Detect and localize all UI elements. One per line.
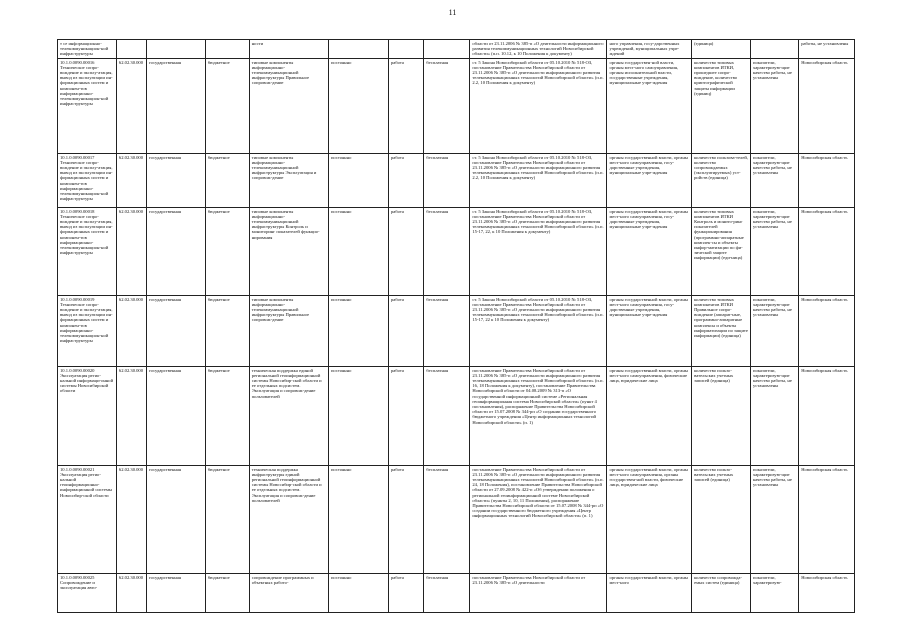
cell-consumers: органы государственной власти, органы мест-ного самоуправления, госу-дарственные учреждения, муниципальные учре-ждения bbox=[607, 207, 692, 295]
cell-service-type: государственная bbox=[146, 295, 205, 366]
cell-frequency: постоянно bbox=[328, 465, 388, 573]
cell-content: сопровождение программных и объектных работо- bbox=[249, 573, 328, 612]
cell-okved: 62.02.30.000 bbox=[116, 207, 146, 295]
cell-volume-indicator: количество пользо-вательских учетных записей (единица) bbox=[692, 366, 751, 465]
cell-payment bbox=[424, 40, 470, 59]
cell-consumers: органы государственной власти, органы мест-ного самоуправления, госу-дарственные учреждения, муниципальные учре-ждения bbox=[607, 153, 692, 207]
cell-territory: Новосибирская область bbox=[799, 573, 855, 612]
cell-territory: Новосибирская область bbox=[799, 295, 855, 366]
cell-institution-type: бюджетное bbox=[205, 58, 249, 153]
table-row bbox=[58, 207, 855, 295]
cell-payment: бесплатная bbox=[424, 207, 470, 295]
cell-okved: 62.02.30.000 bbox=[116, 366, 146, 465]
table-row bbox=[58, 366, 855, 465]
cell-service-type: государственная bbox=[146, 207, 205, 295]
cell-content: типовые компоненты информационно-телекоммуникационной инфраструктуры Правильное сопровож-дение bbox=[249, 58, 328, 153]
cell-code-name: 10.1.0.0090.00020 Эксплуатация регио-нальной информаци-онной системы Новосибирской области bbox=[58, 366, 117, 465]
cell-consumers: органы государственной власти, органы мест-ного bbox=[607, 573, 692, 612]
cell-quality-indicator: показатели, характеризую-щие качество работы, не установлены bbox=[751, 153, 799, 207]
cell-form: работа bbox=[388, 295, 423, 366]
cell-payment: бесплатная bbox=[424, 366, 470, 465]
cell-legal-basis: ст. 5 Закона Новосибирской области от 05.10.2010 № 518-ОЗ, постановление Правительства Новосибирской области от 23.11.2006 № 385-п «О деятельности информационного развития телекоммуникационных технологий Новосибирской области» (п.п. 15-17, 22 к 10 Положения к документу) bbox=[470, 295, 607, 366]
cell-code-name: т се информационно-телекоммуникацион-ной инфраструктуры bbox=[58, 40, 117, 59]
cell-frequency: постоянно bbox=[328, 573, 388, 612]
cell-territory: Новосибирская область bbox=[799, 207, 855, 295]
cell-volume-indicator: количество пользо-вательских учетных записей (единица) bbox=[692, 465, 751, 573]
cell-legal-basis: постановление Правительства Новосибирской области от 23.11.2006 № 385-п «О деятельности информационного развития телекоммуникационных технологий Новосибирской области» (п.п. 24, 18 Положения), постановление Правительства Новосибирской области от 27.09.2008 № 422-п «Об утверждении положения о региональной геоинформационной системе Новосибирской области» (пункты 2, 10, 11 Положения), распоряжение Правительства Новосибирской области от 15.07.2008 № 344-рп «О создании государственного бюджетного учреждения «Центр информационных технологий Новосибирской области» (п. 1) bbox=[470, 465, 607, 573]
cell-service-type bbox=[146, 40, 205, 59]
cell-form: работа bbox=[388, 153, 423, 207]
cell-content: типовые компоненты информационно-телекоммуникационной инфраструктуры Правильное сопровож-дение bbox=[249, 295, 328, 366]
cell-quality-indicator: показатели, характеризую-щие качество работы, не установлены bbox=[751, 366, 799, 465]
cell-form: работа bbox=[388, 366, 423, 465]
cell-legal-basis: ст. 5 Закона Новосибирской области от 05.10.2010 № 518-ОЗ, постановление Правительства Новосибирской области от 23.11.2006 № 385-п «О деятельности информационного развития телекоммуникационных технологий Новосибирской области» (п.п. 2.2, 10 Положения к документу) bbox=[470, 58, 607, 153]
cell-code-name: 10.1.0.0090.00016 Техническое сопро-вождение и эксплу-атация, вывод из эксплуатации ин-формационных систем и компонен-тов информационно-телекоммуникацион-ной инфраструктуры bbox=[58, 58, 117, 153]
cell-territory: Новосибирская область bbox=[799, 58, 855, 153]
cell-content: типовые компоненты информационно-телекоммуникационной инфраструктуры Контроль и мониторинг показателей функцио-нирования bbox=[249, 207, 328, 295]
cell-okved bbox=[116, 40, 146, 59]
cell-consumers: органы государственной власти, органы мест-ного самоуправления, органы государствен-ной власти, физические лица, юридические лица bbox=[607, 465, 692, 573]
cell-frequency: постоянно bbox=[328, 153, 388, 207]
cell-consumers: органы государствен-ной власти, органы мест-ного самоуправления, органы исполнительной власти, государственные учреждения, муниципальные учре-ждения bbox=[607, 58, 692, 153]
page-number: 11 bbox=[448, 8, 457, 17]
table-row bbox=[58, 153, 855, 207]
cell-frequency bbox=[328, 40, 388, 59]
cell-territory: Новосибирская область bbox=[799, 153, 855, 207]
cell-institution-type: бюджетное bbox=[205, 465, 249, 573]
cell-code-name: 10.1.0.0090.00019 Техническое сопро-вождение и эксплу-атация, вывод из эксплуатации ин-формационных систем и компонен-тов информационно-телекоммуникацион-ной инфраструктуры bbox=[58, 295, 117, 366]
cell-quality-indicator: показатели, характеризую-щие качество работы, не установлены bbox=[751, 58, 799, 153]
cell-payment: бесплатная bbox=[424, 58, 470, 153]
cell-quality-indicator: показатели, характеризую-щие качество работы, не установлены bbox=[751, 207, 799, 295]
cell-territory: работы, не установлены bbox=[799, 40, 855, 59]
cell-volume-indicator: количество пользова-телей, количество сопровождаемых (эксплуатируемых) уст-ройств (единица) bbox=[692, 153, 751, 207]
table-row bbox=[58, 40, 855, 59]
cell-form: работа bbox=[388, 465, 423, 573]
table-row bbox=[58, 465, 855, 573]
registry-table bbox=[57, 39, 855, 613]
cell-service-type: государственная bbox=[146, 58, 205, 153]
cell-legal-basis: постановление Правительства Новосибирской области от 23.11.2006 № 385-п «О деятельности bbox=[470, 573, 607, 612]
cell-frequency: постоянно bbox=[328, 58, 388, 153]
cell-payment: бесплатная bbox=[424, 465, 470, 573]
cell-territory: Новосибирская область bbox=[799, 366, 855, 465]
cell-volume-indicator: количество типовых компонентов ИТКИ Правильное сопро-вождение (аппарат-ные, программно-аппаратные комплексы и объекты информатизации по защите информации) (единица) bbox=[692, 295, 751, 366]
cell-form: работа bbox=[388, 207, 423, 295]
cell-frequency: постоянно bbox=[328, 295, 388, 366]
cell-okved: 62.02.30.000 bbox=[116, 58, 146, 153]
cell-content: ности bbox=[249, 40, 328, 59]
cell-code-name: 10.1.0.0090.00021 Эксплуатация регио-нальной геоинформационно-информационной системы Новосибир-ской области bbox=[58, 465, 117, 573]
cell-service-type: государственная bbox=[146, 153, 205, 207]
cell-consumers: органы государственной власти, органы мест-ного самоуправления, физические лица, юридические лица bbox=[607, 366, 692, 465]
cell-payment: бесплатная bbox=[424, 573, 470, 612]
cell-service-type: государственная bbox=[146, 366, 205, 465]
cell-volume-indicator: количество типовых компонентов ИТКИ Контроль и монито-ринг показателей функционирования (программно-аппаратные комплек-сы и объекты инфор-матизации по фи-зической защите информации) (еди-ница) bbox=[692, 207, 751, 295]
cell-service-type: государственная bbox=[146, 465, 205, 573]
cell-okved: 62.02.30.000 bbox=[116, 153, 146, 207]
cell-code-name: 10.1.0.0090.00017 Техническое сопро-вождение и эксплу-атация, вывод из эксплуатации ин-формационных систем и компонен-тов информационно-телекоммуникацион-ной инфраструктуры bbox=[58, 153, 117, 207]
cell-institution-type: бюджетное bbox=[205, 366, 249, 465]
cell-form: работа bbox=[388, 58, 423, 153]
cell-payment: бесплатная bbox=[424, 153, 470, 207]
cell-okved: 62.02.30.000 bbox=[116, 465, 146, 573]
cell-institution-type: бюджетное bbox=[205, 573, 249, 612]
cell-content: техническая поддержка инфраструктуры единой региональной геоинформационной системы Новосибир-ской области и ее отдельных подсистем. Эксплуатация и сопровож-дение пользователей bbox=[249, 465, 328, 573]
cell-content: техническая поддержка единой региональной геоинформационной системы Новосибир-ской области и ее отдельных подсистем. Эксплуатация и сопровож-дение пользователей bbox=[249, 366, 328, 465]
cell-institution-type bbox=[205, 40, 249, 59]
cell-institution-type: бюджетное bbox=[205, 207, 249, 295]
cell-content: типовые компоненты информационно-телекоммуникационной инфраструктуры Эксплуатация и сопровож-дение bbox=[249, 153, 328, 207]
cell-code-name: 10.1.0.0090.00025 Сопровождение и эксплуатация авто- bbox=[58, 573, 117, 612]
cell-form bbox=[388, 40, 423, 59]
cell-territory: Новосибирская область bbox=[799, 465, 855, 573]
cell-legal-basis: ст. 5 Закона Новосибирской области от 05.10.2010 № 518-ОЗ, постановление Правительства Новосибирской области от 23.11.2006 № 385-п «О деятельности информационного развития телекоммуникационных технологий Новосибирской области» (п.п. 2.2, 10 Положения к документу) bbox=[470, 153, 607, 207]
cell-institution-type: бюджетное bbox=[205, 153, 249, 207]
cell-quality-indicator: показатели, характеризую- bbox=[751, 573, 799, 612]
cell-okved: 62.02.30.000 bbox=[116, 573, 146, 612]
table-row bbox=[58, 573, 855, 612]
cell-volume-indicator: количество типовых компонентов ИТКИ, прошедшее сопро-вождение, количество криптографической защиты информации (единиц) bbox=[692, 58, 751, 153]
cell-legal-basis: постановление Правительства Новосибирской области от 23.11.2006 № 385-п «О деятельности информационного развития телекоммуникационных технологий Новосибирской области» (п.п. 16, 18 Положения к документу), постановление Правительства Новосибирской области от 04.08.2009 № 313-п «О государственной информационной системе «Региональная геоинформационная система Новосибирской области» (пункт 4 постановления), распоряжение Правительства Новосибирской области от 15.07.2008 № 344-рп «О создании государственного бюджетного учреждения «Центр информационных технологий Новосибирской области» (п. 1) bbox=[470, 366, 607, 465]
cell-quality-indicator: показатели, характеризую-щие качество работы, не установлены bbox=[751, 465, 799, 573]
cell-code-name: 10.1.0.0090.00018 Техническое сопро-вождение и эксплу-атация, вывод из эксплуатации ин-формационных систем и компонен-тов информационно-телекоммуникацион-ной инфраструктуры bbox=[58, 207, 117, 295]
cell-volume-indicator: количество сопровожда-емых систем (единица) bbox=[692, 573, 751, 612]
cell-payment: бесплатная bbox=[424, 295, 470, 366]
table-row bbox=[58, 295, 855, 366]
cell-quality-indicator: показатели, характеризую-щие качество работы, не установлены bbox=[751, 295, 799, 366]
cell-frequency: постоянно bbox=[328, 366, 388, 465]
cell-okved: 62.02.30.000 bbox=[116, 295, 146, 366]
cell-volume-indicator: (единица) bbox=[692, 40, 751, 59]
cell-service-type: государственная bbox=[146, 573, 205, 612]
cell-legal-basis: области от 23.11.2006 № 385-п «О деятельности информационного развития телекоммуникационных технологий Новосибирской области» (п.п. 10.12, к 10 Положения к документу) bbox=[470, 40, 607, 59]
cell-form: работа bbox=[388, 573, 423, 612]
cell-quality-indicator bbox=[751, 40, 799, 59]
cell-legal-basis: ст. 5 Закона Новосибирской области от 05.10.2010 № 518-ОЗ, постановление Правительства Новосибирской области от 23.11.2006 № 385-п «О деятельности информационного развития телекоммуникационных технологий Новосибирской области» (п.п. 15-17, 22, к 10 Положения к документу) bbox=[470, 207, 607, 295]
table-row bbox=[58, 58, 855, 153]
cell-frequency: постоянно bbox=[328, 207, 388, 295]
cell-institution-type: бюджетное bbox=[205, 295, 249, 366]
cell-consumers: органы государственной власти, органы мест-ного самоуправления, госу-дарственные учреждения, муниципальные учре-ждения bbox=[607, 295, 692, 366]
cell-consumers: ного управления, госу-дарственных учреждений, муниципальных учре-ждений bbox=[607, 40, 692, 59]
